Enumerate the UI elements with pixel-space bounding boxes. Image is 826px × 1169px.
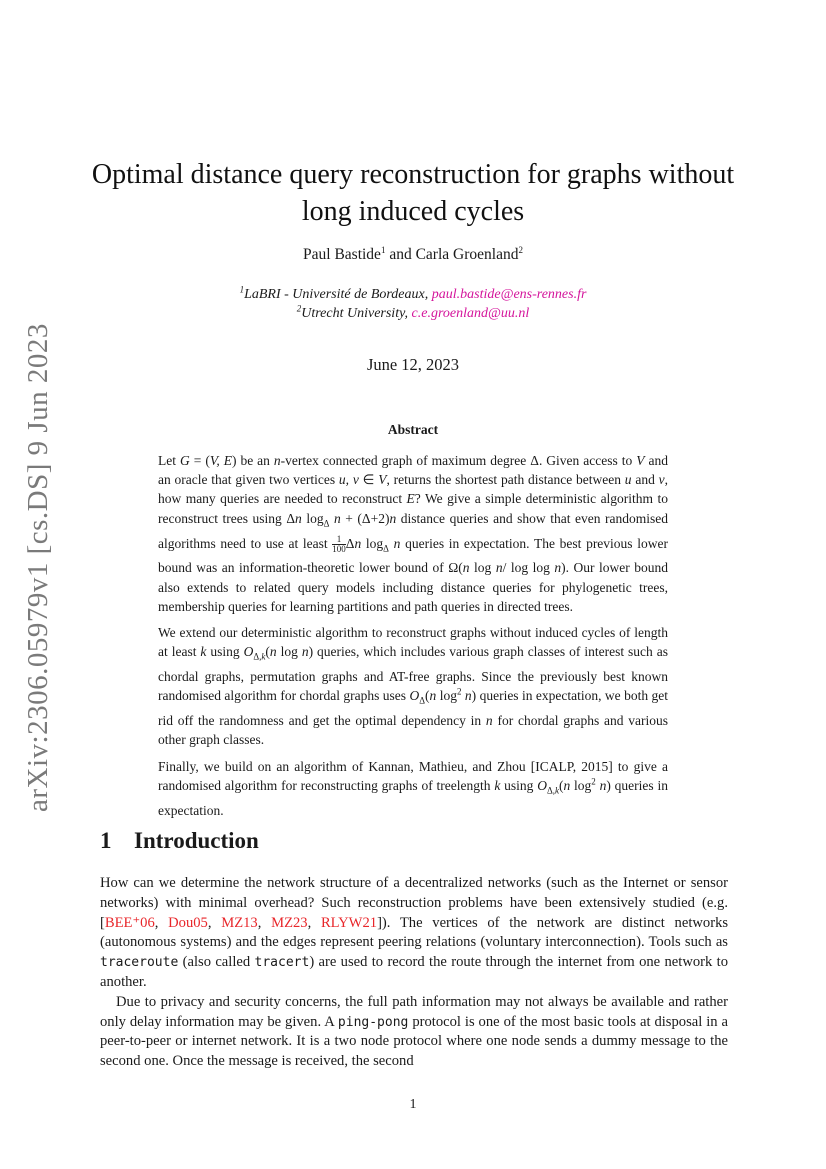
abstract-paragraph: Finally, we build on an algorithm of Kannan, Mathieu, and Zhou [ICALP, 2015] to give a randomised algorithm for reconstructing graphs of treelength k using $O_{\Delta,k}(n$ $\log^2 n$) queries in expectation.: [158, 758, 668, 818]
body-paragraph: Due to privacy and security concerns, the full path information may not always be available and rather only delay information may be given. A ping-pong protocol is one of the most basic tools at disposal in a peer-to-peer or internet network. It is a two node protocol where one node sends a dummy message to the second one. Once the message is received, the second: [100, 993, 729, 1070]
author-affiliation-mark: 2: [518, 244, 523, 255]
affiliation-line: [90, 304, 736, 323]
citation-link[interactable]: MZ13: [221, 914, 258, 931]
page-number: 1: [409, 1097, 417, 1112]
code-term: traceroute: [100, 955, 179, 971]
abstract-paragraph: Let G = (V, E) be an n-vertex connected graph of maximum degree Δ. Given access to V and an oracle that given two vertices u, v ∈ V, returns the shortest path distance between u and v, how many queries are needed to reconstruct E? We give a simple deterministic algorithm to reconstruct trees using Δn $\log_\Delta n + (\Delta+2)n$ distance queries and show that even randomised algorithms need to use at least $\frac{1}{100}$ Δn $\log_\Delta n$ queries in expectation. The best previous lower bound was an information-theoretic lower bound of Ω(n log n/ log log n). Our lower bound also extends to related query models including distance queries for phylogenetic trees, membership queries for learning partitions and path queries in directed trees.: [158, 453, 669, 614]
author-affiliation-mark: 1: [380, 244, 386, 255]
affiliation-mark: 2: [296, 303, 302, 314]
body-paragraph: How can we determine the network structure of a decentralized networks (such as the Internet or sensor networks) with minimal overhead? Such reconstruction problems have been extensively studied (e.g. [BEE⁺06, Dou05, MZ13, MZ23, RLYW21]). The vertices of the network are distinct networks (autonomous systems) and the edges represent peering relations (voluntary interconnection). Tools such as traceroute (also called tracert) are used to record the route through the internet from one network to another.: [100, 875, 729, 990]
section-heading: [100, 828, 259, 854]
author-name: Paul Bastide: [303, 246, 381, 263]
citation-link[interactable]: RLYW21: [320, 914, 378, 931]
citation-link[interactable]: Dou05: [168, 914, 208, 931]
section-number: 1: [100, 828, 112, 853]
affiliation-mark: 1: [239, 284, 245, 295]
author-list: [90, 246, 736, 264]
abstract-paragraph: We extend our deterministic algorithm to reconstruct graphs without induced cycles of length at least k using $O_{\Delta,k}(n$ log n) queries, which includes various graph classes of interest such as chordal graphs, permutation graphs and AT-free graphs. Since the previously best known randomised algorithm for chordal graphs uses $O_\Delta(n$ $\log^2 n$) queries in expectation, we both get rid off the randomness and get the optimal dependency in n for chordal graphs and various other graph classes.: [158, 625, 669, 748]
author-connector: and: [385, 246, 416, 263]
code-term: tracert: [254, 955, 310, 971]
publication-date: June 12, 2023: [366, 355, 460, 374]
affiliations: [90, 285, 736, 323]
fraction: $\frac{1}{100}$: [332, 533, 346, 554]
author-name: Carla Groenland: [415, 246, 519, 263]
arxiv-identifier-stamp: arXiv:2306.05979v1 [cs.DS] 9 Jun 2023: [22, 323, 54, 812]
abstract-heading: Abstract: [387, 422, 439, 437]
affiliation-text: LaBRI - Université de Bordeaux,: [244, 287, 432, 302]
abstract-body: [158, 451, 668, 827]
introduction-body: [100, 874, 728, 1072]
email-link[interactable]: paul.bastide@ens-rennes.fr: [431, 287, 587, 302]
paper-title: Optimal distance query reconstruction for graphs without long induced cycles: [91, 159, 735, 227]
affiliation-line: [90, 285, 736, 304]
citation-link[interactable]: BEE⁺06: [104, 914, 155, 931]
code-term: ping-pong: [337, 1014, 409, 1030]
citation-link[interactable]: MZ23: [271, 914, 308, 931]
email-link[interactable]: c.e.groenland@uu.nl: [411, 306, 530, 321]
section-title: Introduction: [134, 828, 259, 853]
affiliation-text: Utrecht University,: [301, 306, 412, 321]
